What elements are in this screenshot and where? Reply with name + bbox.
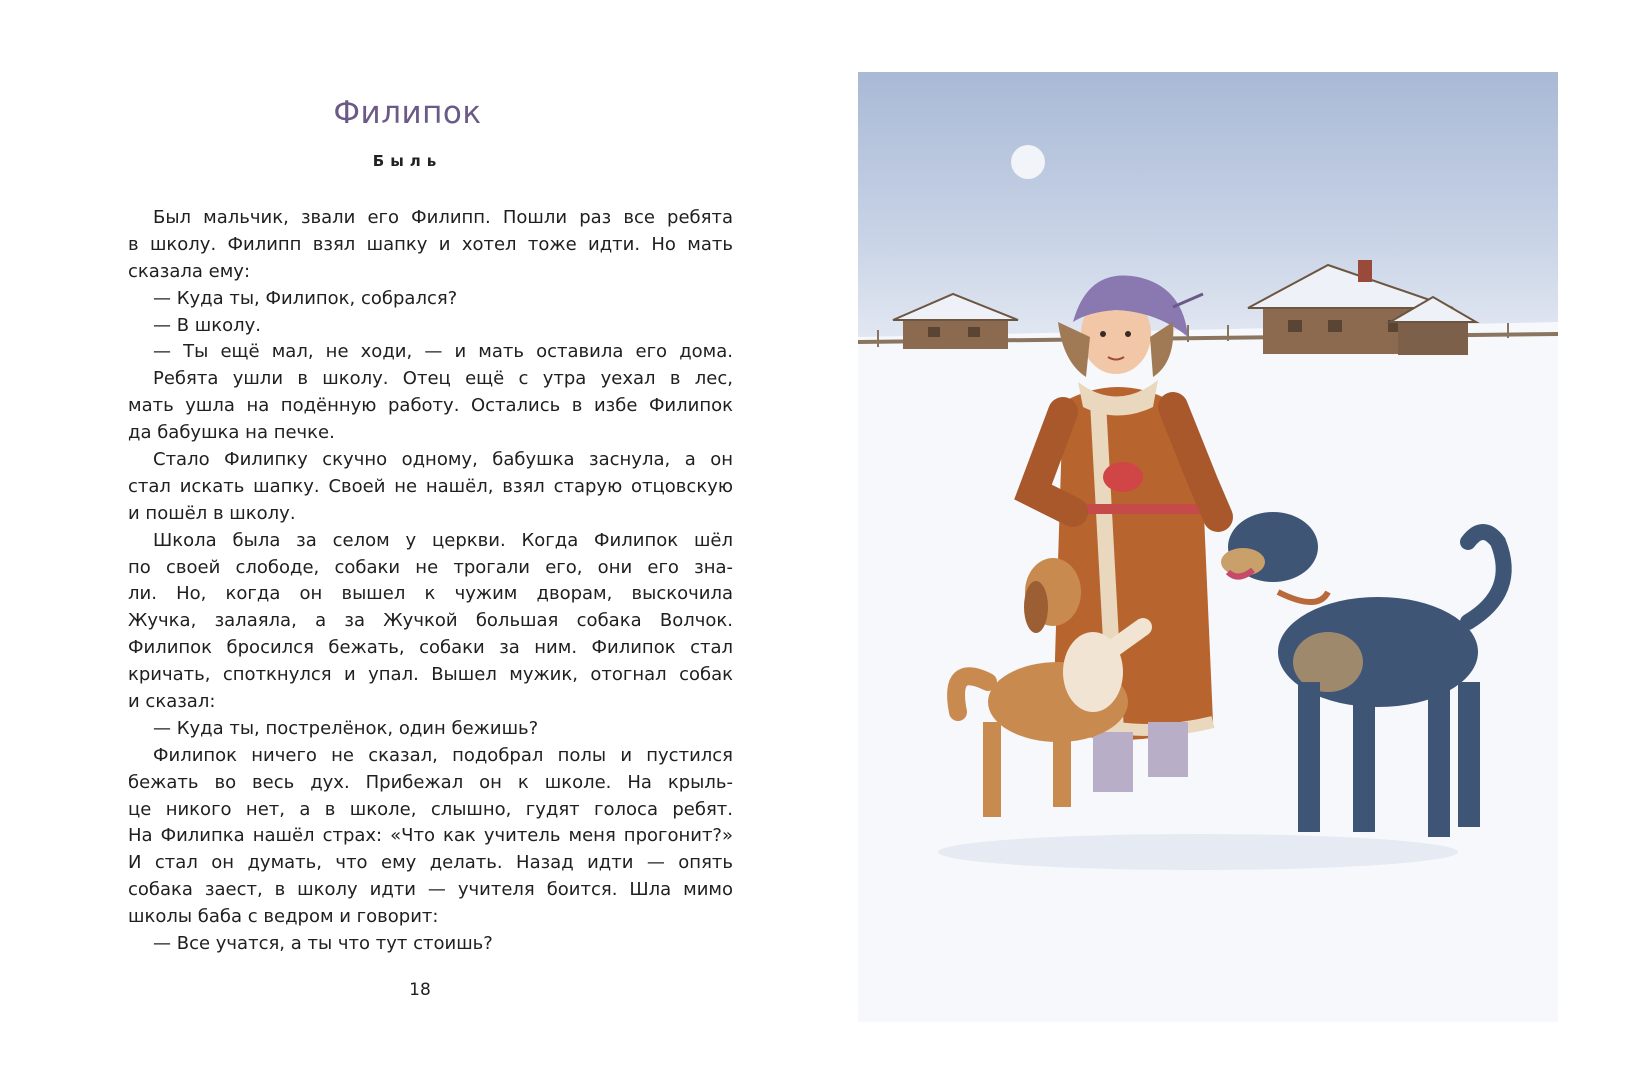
story-text [128, 205, 733, 958]
text-line: и сказал: [128, 691, 216, 713]
text-line: Филипок ничего не сказал, подобрал полы и пустился [153, 744, 733, 766]
snow-shadow [938, 834, 1458, 870]
text-line: На Филипка нашёл страх: «Что как учитель меня прогонит?» [128, 825, 733, 847]
text-line: Филипок бросился бежать, собаки за ним. Филипок стал [128, 637, 733, 659]
text-line: — Куда ты, Филипок, собрался? [153, 287, 458, 309]
text-line: Был мальчик, звали его Филипп. Пошли раз все ребята [153, 207, 733, 228]
text-line: — Все учатся, а ты что тут стоишь? [153, 933, 493, 955]
text-line: Ребята ушли в школу. Отец ещё с утра уехал в лес, [153, 368, 733, 390]
story-title: Филипок [333, 95, 482, 131]
winter-illustration [858, 72, 1558, 1022]
text-line: — Ты ещё мал, не ходи, — и мать оставила его дома. [153, 341, 733, 363]
text-line: Стало Филипку скучно одному, бабушка заснула, а он [153, 449, 733, 471]
page-number: 18 [409, 980, 431, 1000]
moon-icon [1011, 145, 1045, 179]
text-line: и пошёл в школу. [128, 502, 296, 524]
text-line: кричать, споткнулся и упал. Вышел мужик, отогнал собак [128, 664, 733, 686]
text-line: Школа была за селом у церкви. Когда Филипок шёл [153, 529, 733, 551]
text-line: — Куда ты, пострелёнок, один бежишь? [153, 717, 539, 739]
text-line: мать ушла на подённую работу. Остались в избе Филипок [128, 395, 733, 417]
text-line: собака заест, в школу идти — учителя боится. Шла мимо [128, 879, 733, 901]
text-line: стал искать шапку. Своей не нашёл, взял старую отцовскую [128, 475, 733, 497]
text-line: по своей слободе, собаки не трогали его, они его зна- [128, 556, 733, 578]
story-subtitle: Быль [372, 152, 443, 170]
text-line: це никого нет, а в школе, слышно, гудят голоса ребят. [128, 798, 733, 820]
text-line: да бабушка на печке. [128, 422, 335, 444]
text-line: — В школу. [153, 314, 262, 336]
text-line: школы баба с ведром и говорит: [128, 906, 439, 928]
text-line: сказала ему: [128, 260, 251, 282]
text-line: Жучка, залаяла, а за Жучкой большая собака Волчок. [128, 610, 733, 632]
text-line: ли. Но, когда он вышел к чужим дворам, выскочила [128, 583, 733, 605]
text-line: бежать во весь дух. Прибежал он к школе. На крыль- [128, 771, 733, 793]
mitten-icon [1103, 462, 1143, 492]
text-line: в школу. Филипп взял шапку и хотел тоже идти. Но мать [128, 233, 733, 255]
text-line: И стал он думать, что ему делать. Назад идти — опять [128, 852, 733, 874]
